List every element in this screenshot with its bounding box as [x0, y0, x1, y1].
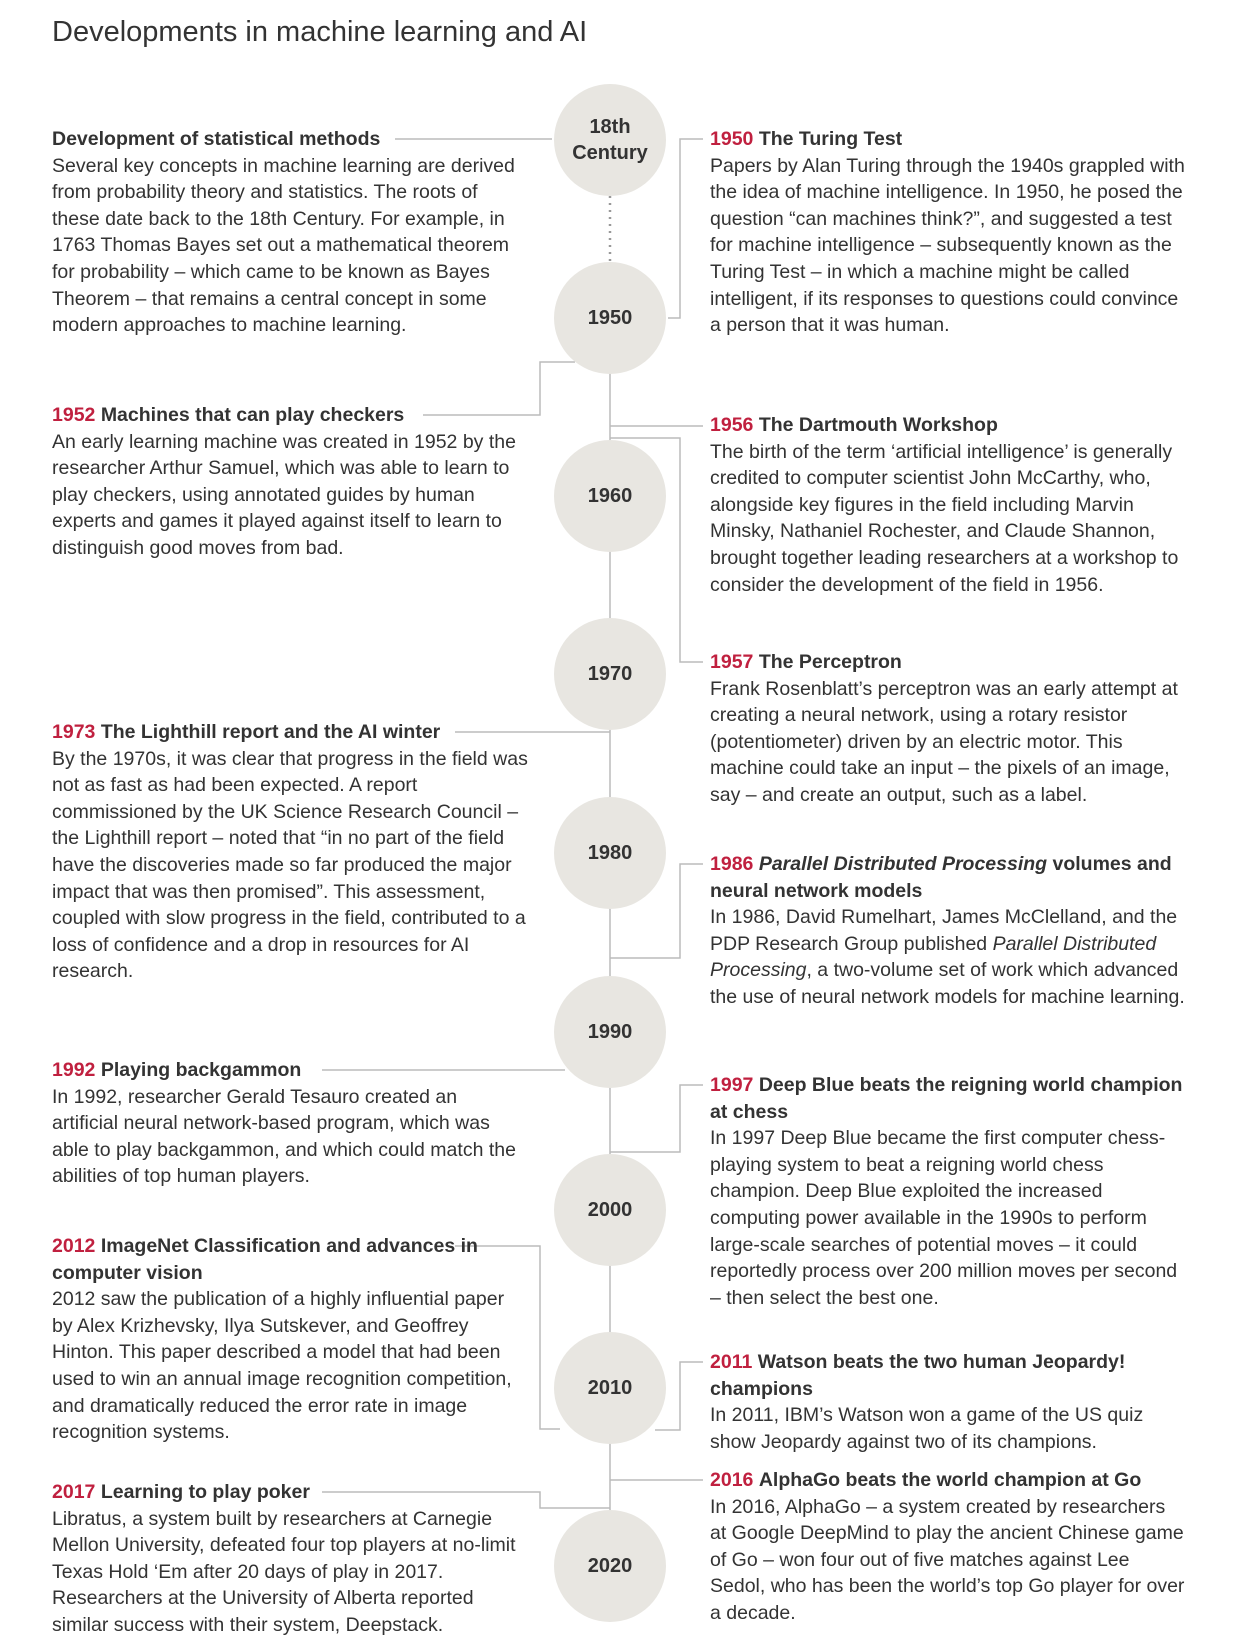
event-title: volumes and neural network models — [710, 853, 1172, 902]
event-poker — [52, 1479, 530, 1639]
event-body: Papers by Alan Turing through the 1940s grappled with the idea of machine intelligence. In 1950, he posed the question “can machines think?”, and suggested a test for machine intelligence – subsequently known as the Turing Test – in which a machine might be called intelligent, if its responses to questions could convince a person that it was human. — [710, 154, 1185, 337]
event-body: 2012 saw the publication of a highly influential paper by Alex Krizhevsky, Ilya Sutskever, and Geoffrey Hinton. This paper described a model that had been used to win an annual image recognition competition, and dramatically reduced the error rate in image recognition systems. — [52, 1288, 512, 1444]
event-title: Development of statistical methods — [52, 128, 381, 150]
event-body: In 2011, IBM’s Watson won a game of the US quiz show Jeopardy against two of its champions. — [710, 1404, 1144, 1453]
circle-2000: 2000 — [554, 1154, 666, 1266]
event-body: In 2016, AlphaGo – a system created by researchers at Google DeepMind to play the ancient Chinese game of Go – won four out of five matches against Lee Sedol, who has been the world’s top Go player for over a decade. — [710, 1495, 1185, 1624]
event-title: AlphaGo beats the world champion at Go — [758, 1469, 1142, 1491]
event-title: The Lighthill report and the AI winter — [100, 721, 441, 743]
event-body: By the 1970s, it was clear that progress in the field was not as fast as had been expected. A report commissioned by the UK Science Research Council – the Lighthill report – noted that “in no part of the field have the discoveries made so far produced the major impact that was then promised”. This assessment, coupled with slow progress in the field, contributed to a loss of confidence and a drop in resources for AI research. — [52, 747, 528, 983]
event-checkers — [52, 402, 527, 562]
event-title-italic: Parallel Distributed Processing — [758, 853, 1048, 875]
event-body: In 1997 Deep Blue became the first computer chess-playing system to beat a reigning world chess champion. Deep Blue exploited the increased computing power available in the 1990s to perform large-scale searches of potential moves – it could reportedly process over 200 million moves per second – then select the best one. — [710, 1127, 1178, 1309]
event-title: Watson beats the two human Jeopardy! champions — [710, 1351, 1126, 1400]
event-title: Playing backgammon — [100, 1059, 302, 1081]
event-imagenet — [52, 1233, 522, 1446]
event-body — [710, 904, 1185, 1010]
circle-1960: 1960 — [554, 440, 666, 552]
event-body-italic: Parallel Distributed Processing — [710, 932, 1157, 982]
circle-1970: 1970 — [554, 618, 666, 730]
event-dartmouth — [710, 412, 1185, 598]
event-title: The Turing Test — [758, 128, 903, 150]
event-title: ImageNet Classification and advances in computer vision — [52, 1235, 478, 1284]
event-body: Libratus, a system built by researchers at Carnegie Mellon University, defeated four top players at no-limit Texas Hold ‘Em after 20 days of play in 2017. Researchers at the University of Alberta reported similar success with their system, Deepstack. — [52, 1507, 516, 1636]
event-title: Learning to play poker — [100, 1481, 310, 1503]
event-year: 1997 — [710, 1074, 754, 1096]
event-turing — [710, 126, 1185, 339]
event-deepblue — [710, 1072, 1190, 1311]
event-year: 1973 — [52, 721, 96, 743]
circle-2010: 2010 — [554, 1332, 666, 1444]
event-perceptron — [710, 649, 1190, 809]
connector-deepblue — [610, 1085, 703, 1152]
event-title: Deep Blue beats the reigning world champion at chess — [710, 1074, 1183, 1123]
event-title: The Perceptron — [758, 651, 902, 673]
event-year: 1992 — [52, 1059, 96, 1081]
event-year: 1950 — [710, 128, 754, 150]
event-backgammon — [52, 1057, 527, 1190]
event-body: An early learning machine was created in 1952 by the researcher Arthur Samuel, which was able to learn to play checkers, using annotated guides by human experts and games it played against itself to learn to distinguish good moves from bad. — [52, 430, 516, 559]
circle-18th-century: 18th Century — [554, 84, 666, 196]
event-body-part: , a two-volume set of work which advanced the use of neural network models for machine learning. — [710, 959, 1185, 1008]
event-year: 2017 — [52, 1481, 96, 1503]
event-title: Machines that can play checkers — [100, 404, 405, 426]
circle-1990: 1990 — [554, 976, 666, 1088]
circle-1950: 1950 — [554, 262, 666, 374]
event-year: 1956 — [710, 414, 754, 436]
event-watson — [710, 1349, 1170, 1455]
event-body: The birth of the term ‘artificial intelligence’ is generally credited to computer scientist John McCarthy, who, alongside key figures in the field including Marvin Minsky, Nathaniel Rochester, and Claude Shannon, brought together leading researchers at a workshop to consider the development of the field in 1956. — [710, 440, 1179, 596]
event-body: Several key concepts in machine learning are derived from probability theory and statistics. The roots of these date back to the 18th Century. For example, in 1763 Thomas Bayes set out a mathematical theorem for probability – which came to be known as Bayes Theorem – that remains a central concept in some modern approaches to machine learning. — [52, 154, 515, 337]
event-year: 2011 — [710, 1351, 753, 1373]
event-body: Frank Rosenblatt’s perceptron was an early attempt at creating a neural network, using a rotary resistor (potentiometer) driven by an electric motor. This machine could take an input – the pixels of an image, say – and create an output, such as a label. — [710, 677, 1178, 806]
page-title: Developments in machine learning and AI — [52, 16, 588, 48]
circle-1980: 1980 — [554, 797, 666, 909]
event-year: 1986 — [710, 853, 754, 875]
event-year: 2012 — [52, 1235, 96, 1257]
event-title: The Dartmouth Workshop — [758, 414, 998, 436]
connector-turing — [668, 139, 703, 318]
event-lighthill — [52, 719, 532, 985]
event-year: 2016 — [710, 1469, 754, 1491]
event-year: 1952 — [52, 404, 96, 426]
event-body: In 1992, researcher Gerald Tesauro created an artificial neural network-based program, which was able to play backgammon, and which could match the abilities of top human players. — [52, 1085, 516, 1188]
event-year: 1957 — [710, 651, 754, 673]
event-alphago — [710, 1467, 1185, 1627]
event-body-part: In 1986, David Rumelhart, James McClelland, and the PDP Research Group published — [710, 906, 1178, 955]
event-pdp — [710, 851, 1185, 1011]
circle-2020: 2020 — [554, 1510, 666, 1622]
event-stats — [52, 126, 527, 339]
